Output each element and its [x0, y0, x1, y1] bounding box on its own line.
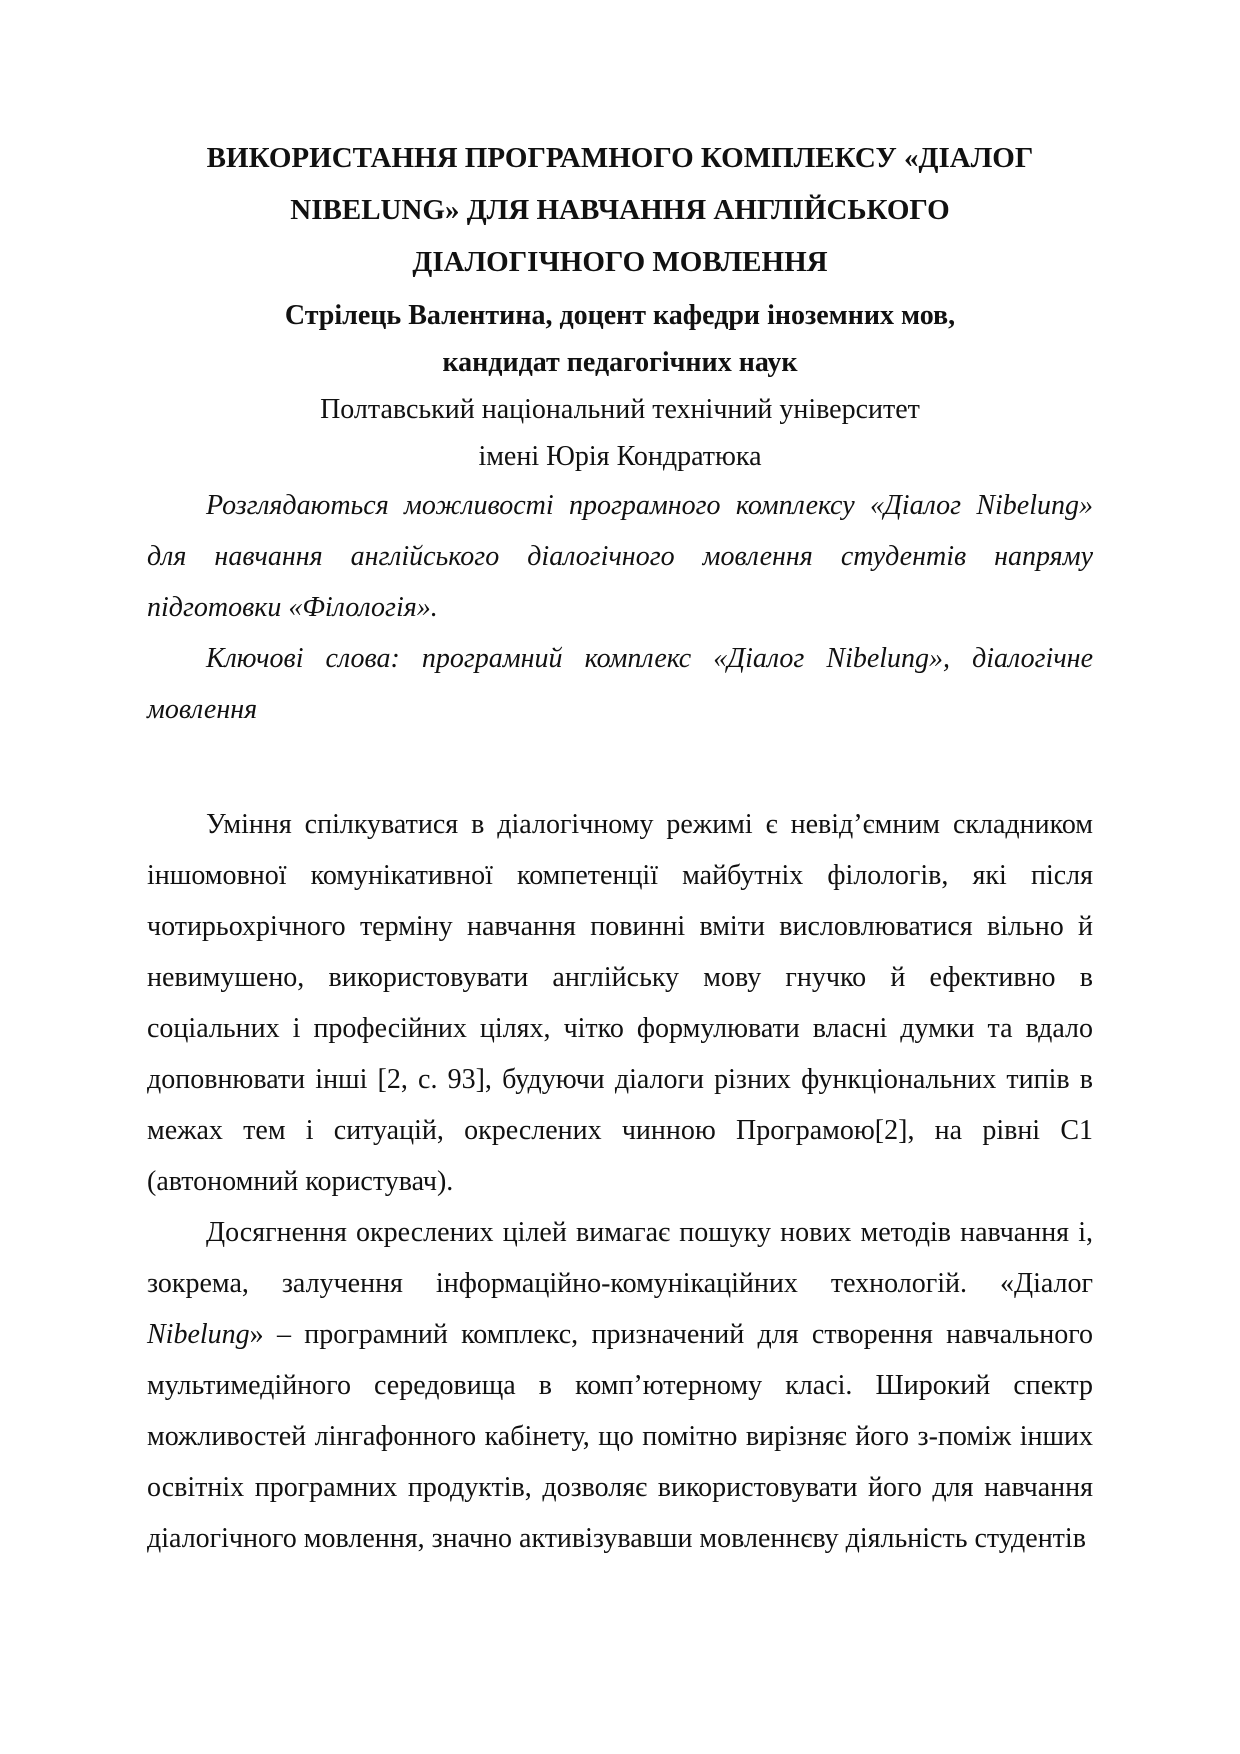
document-page: [147, 132, 1093, 1564]
section-spacer: [147, 735, 1093, 799]
body-paragraph-2-text-a: Досягнення окреслених цілей вимагає пошуку нових методів навчання і, зокрема, залучення інформаційно-комунікаційних технологій. «Діалог: [147, 1217, 1093, 1299]
article-title: ВИКОРИСТАННЯ ПРОГРАМНОГО КОМПЛЕКСУ «ДІАЛОГ NIBELUNG» ДЛЯ НАВЧАННЯ АНГЛІЙСЬКОГО ДІАЛОГІЧНОГО МОВЛЕННЯ: [206, 142, 1034, 278]
author-line-2: кандидат педагогічних наук: [442, 347, 798, 378]
body-paragraph-2-text-b: » – програмний комплекс, призначений для створення навчального мультимедійного середовища в комп’ютерному класі. Широкий спектр можливостей лінгафонного кабінету, що помітно вирізняє його з-поміж інших освітніх програмних продуктів, дозволяє використовувати його для навчання діалогічного мовлення, значно активізувавши мовленнєву діяльність студентів: [147, 1319, 1093, 1554]
abstract: Розглядаються можливості програмного комплексу «Діалог Nibelung» для навчання англійського діалогічного мовлення студентів напряму підготовки «Філологія».: [147, 490, 1093, 623]
affiliation-line-1: Полтавський національний технічний університет: [320, 394, 920, 425]
affiliation-line-2: імені Юрія Кондратюка: [478, 441, 762, 472]
body-paragraph-2-italic: Nibelung: [147, 1319, 250, 1350]
keywords: Ключові слова: програмний комплекс «Діалог Nibelung», діалогічне мовлення: [147, 643, 1093, 725]
body-paragraph-1: Уміння спілкуватися в діалогічному режимі є невід’ємним складником іншомовної комунікативної компетенції майбутніх філологів, які після чотирьохрічного терміну навчання повинні вміти висловлюватися вільно й невимушено, використовувати англійську мову гнучко й ефективно в соціальних і професійних цілях, чітко формулювати власні думки та вдало доповнювати інші [2, с. 93], будуючи діалоги різних функціональних типів в межах тем і ситуацій, окреслених чинною Програмою[2], на рівні С1 (автономний користувач).: [147, 809, 1093, 1197]
body-paragraph-2: [147, 1207, 1093, 1564]
author-line-1: Стрілець Валентина, доцент кафедри іноземних мов,: [284, 300, 956, 331]
